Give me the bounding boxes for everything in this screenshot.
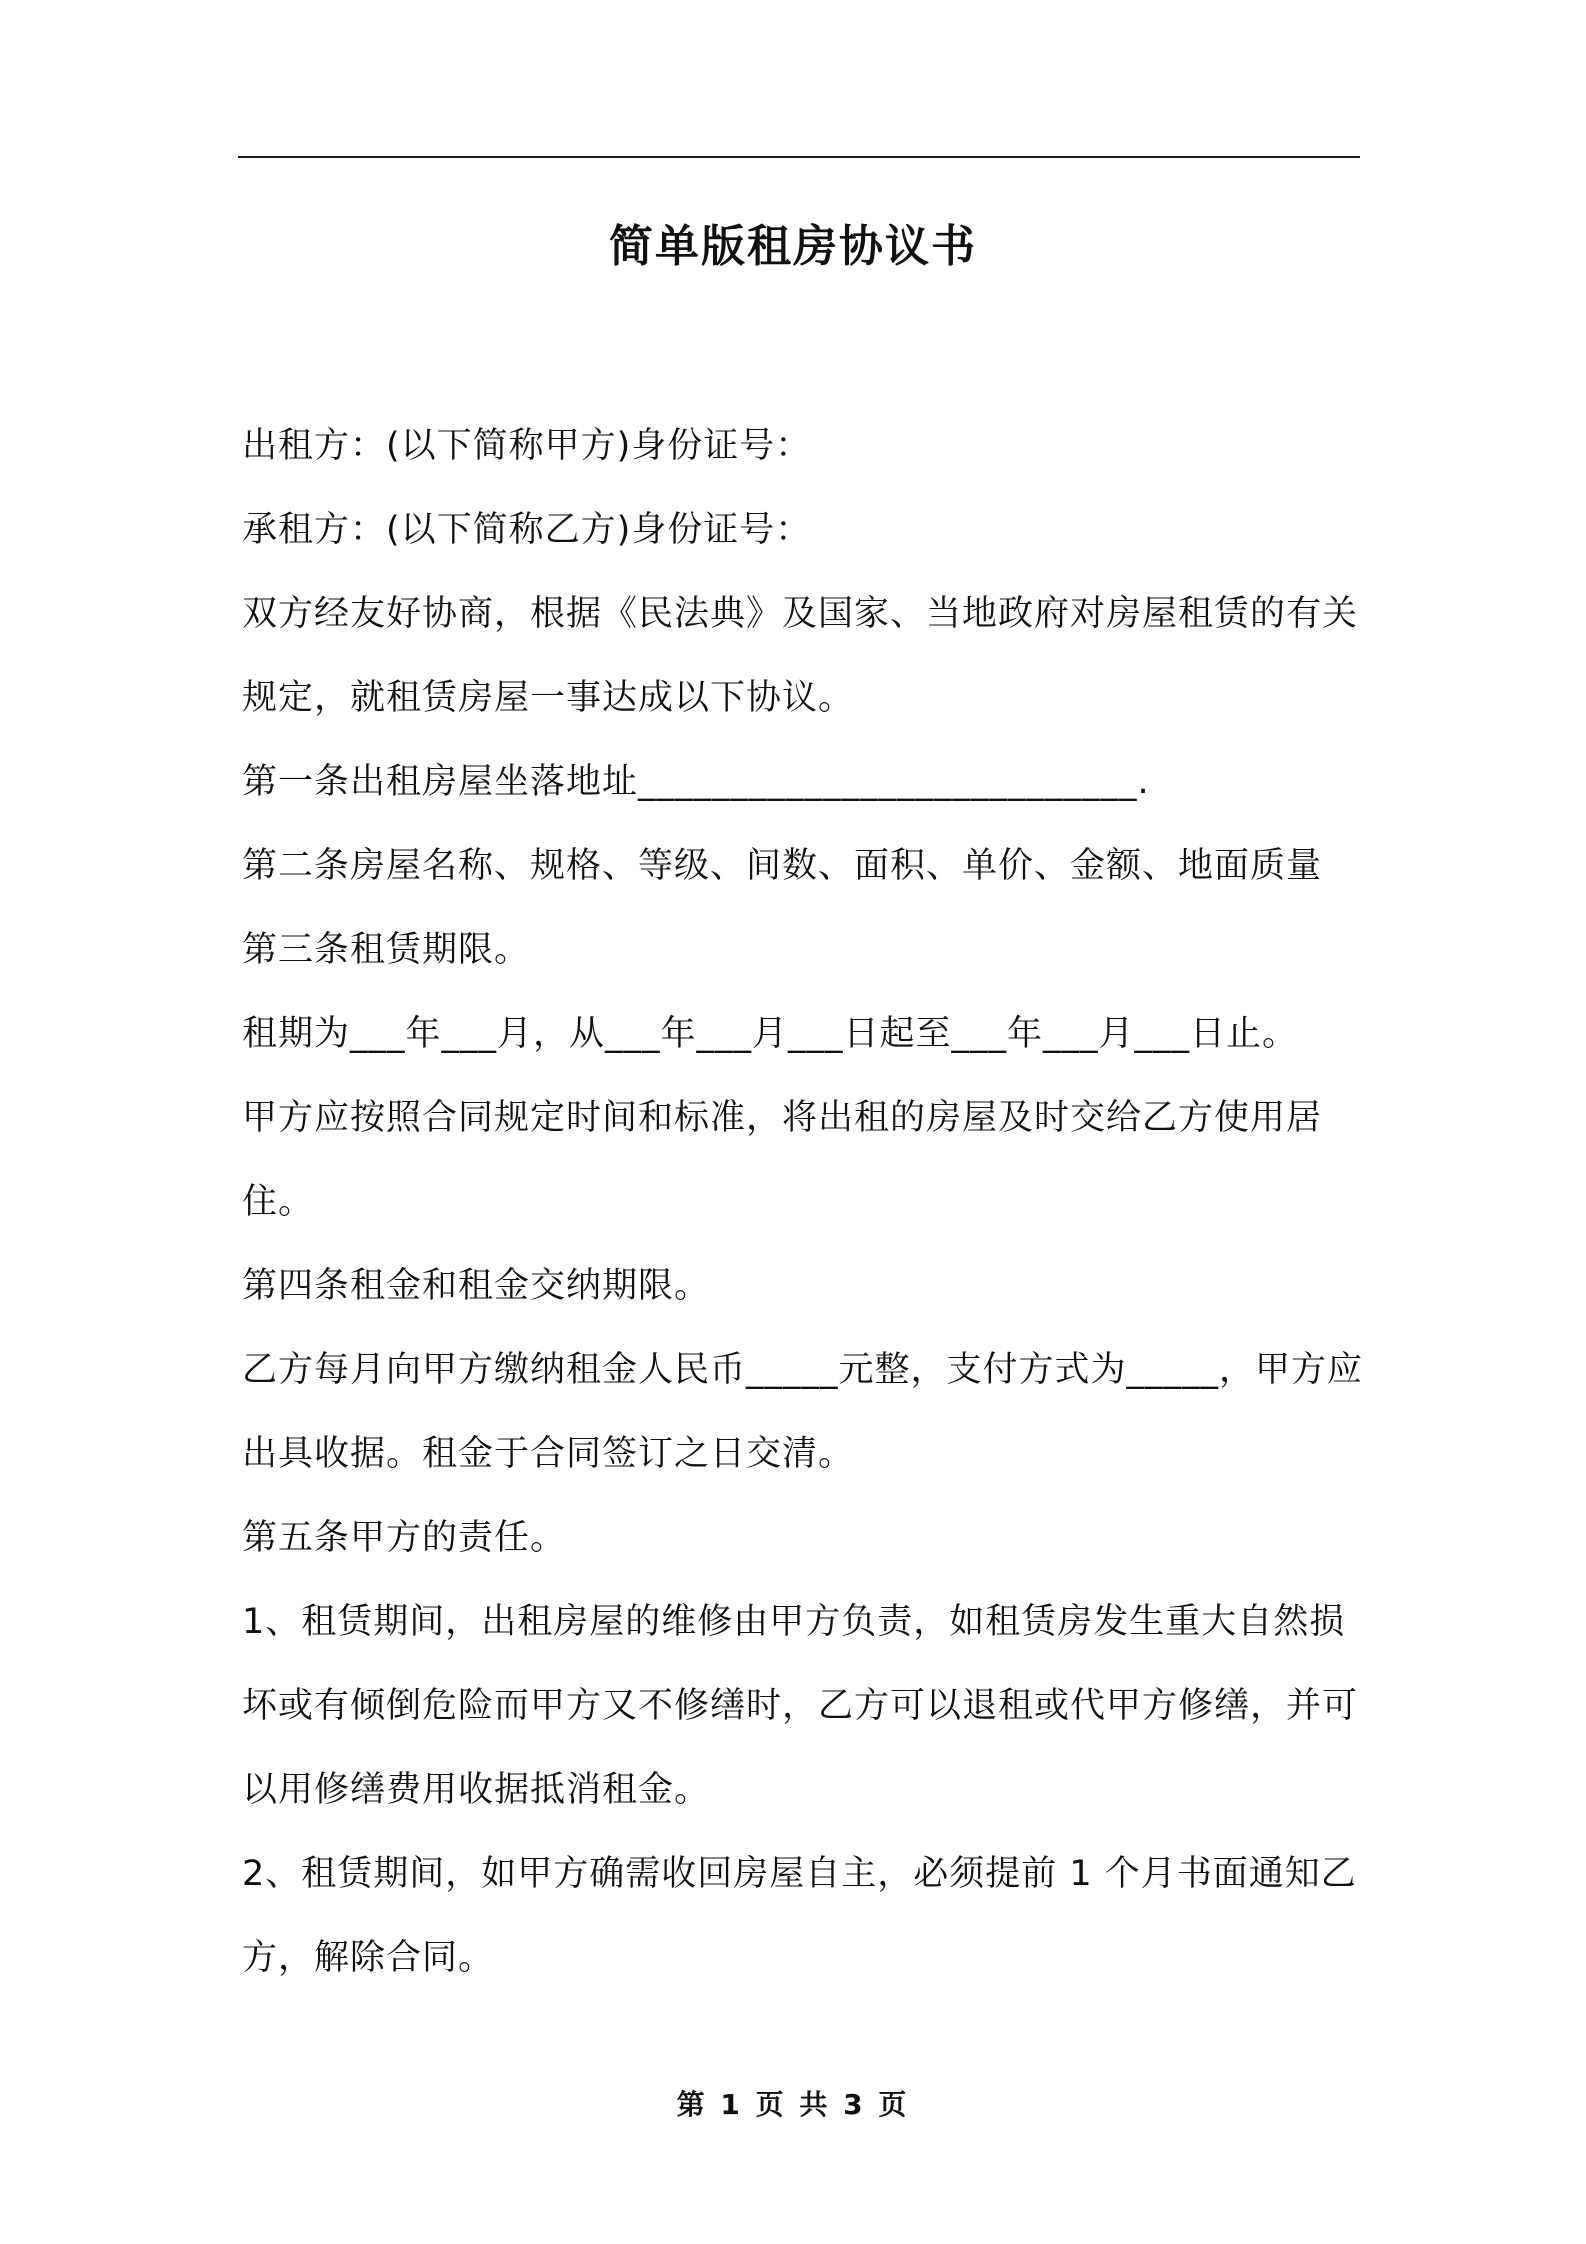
paragraph-article-4: 第四条租金和租金交纳期限。 [242, 1266, 711, 1306]
paragraph-article-2: 第二条房屋名称、规格、等级、间数、面积、单价、金额、地面质量 [242, 846, 1323, 886]
paragraph-preamble: 双方经友好协商，根据《民法典》及国家、当地政府对房屋租赁的有关规定，就租赁房屋一事达成以下协议。 [242, 594, 1359, 718]
paragraph-lessee: 承租方：(以下简称乙方)身份证号： [242, 510, 812, 550]
paragraph-article-1: 第一条出租房屋坐落地址___________________________. [242, 762, 1150, 802]
paragraph-lease-term: 租期为___年___月，从___年___月___日起至___年___月___日止。 [242, 1014, 1299, 1054]
paragraph-duty-1: 1、租赁期间，出租房屋的维修由甲方负责，如租赁房发生重大自然损坏或有倾倒危险而甲方又不修缮时，乙方可以退租或代甲方修缮，并可以用修缮费用收据抵消租金。 [242, 1602, 1359, 1810]
paragraph-rent-payment: 乙方每月向甲方缴纳租金人民币_____元整，支付方式为_____，甲方应出具收据。租金于合同签订之日交清。 [242, 1350, 1364, 1474]
paragraph-lessor: 出租方：(以下简称甲方)身份证号： [242, 426, 812, 466]
paragraph-duty-2: 2、租赁期间，如甲方确需收回房屋自主，必须提前 1 个月书面通知乙方，解除合同。 [242, 1854, 1357, 1978]
page-number-footer: 第 1 页 共 3 页 [676, 2088, 910, 2121]
document-title: 简单版租房协议书 [609, 221, 977, 272]
paragraph-article-5: 第五条甲方的责任。 [242, 1518, 567, 1558]
header-divider [238, 156, 1360, 158]
document-body [242, 404, 1366, 2000]
paragraph-delivery: 甲方应按照合同规定时间和标准，将出租的房屋及时交给乙方使用居住。 [242, 1098, 1323, 1222]
paragraph-article-3: 第三条租赁期限。 [242, 930, 531, 970]
